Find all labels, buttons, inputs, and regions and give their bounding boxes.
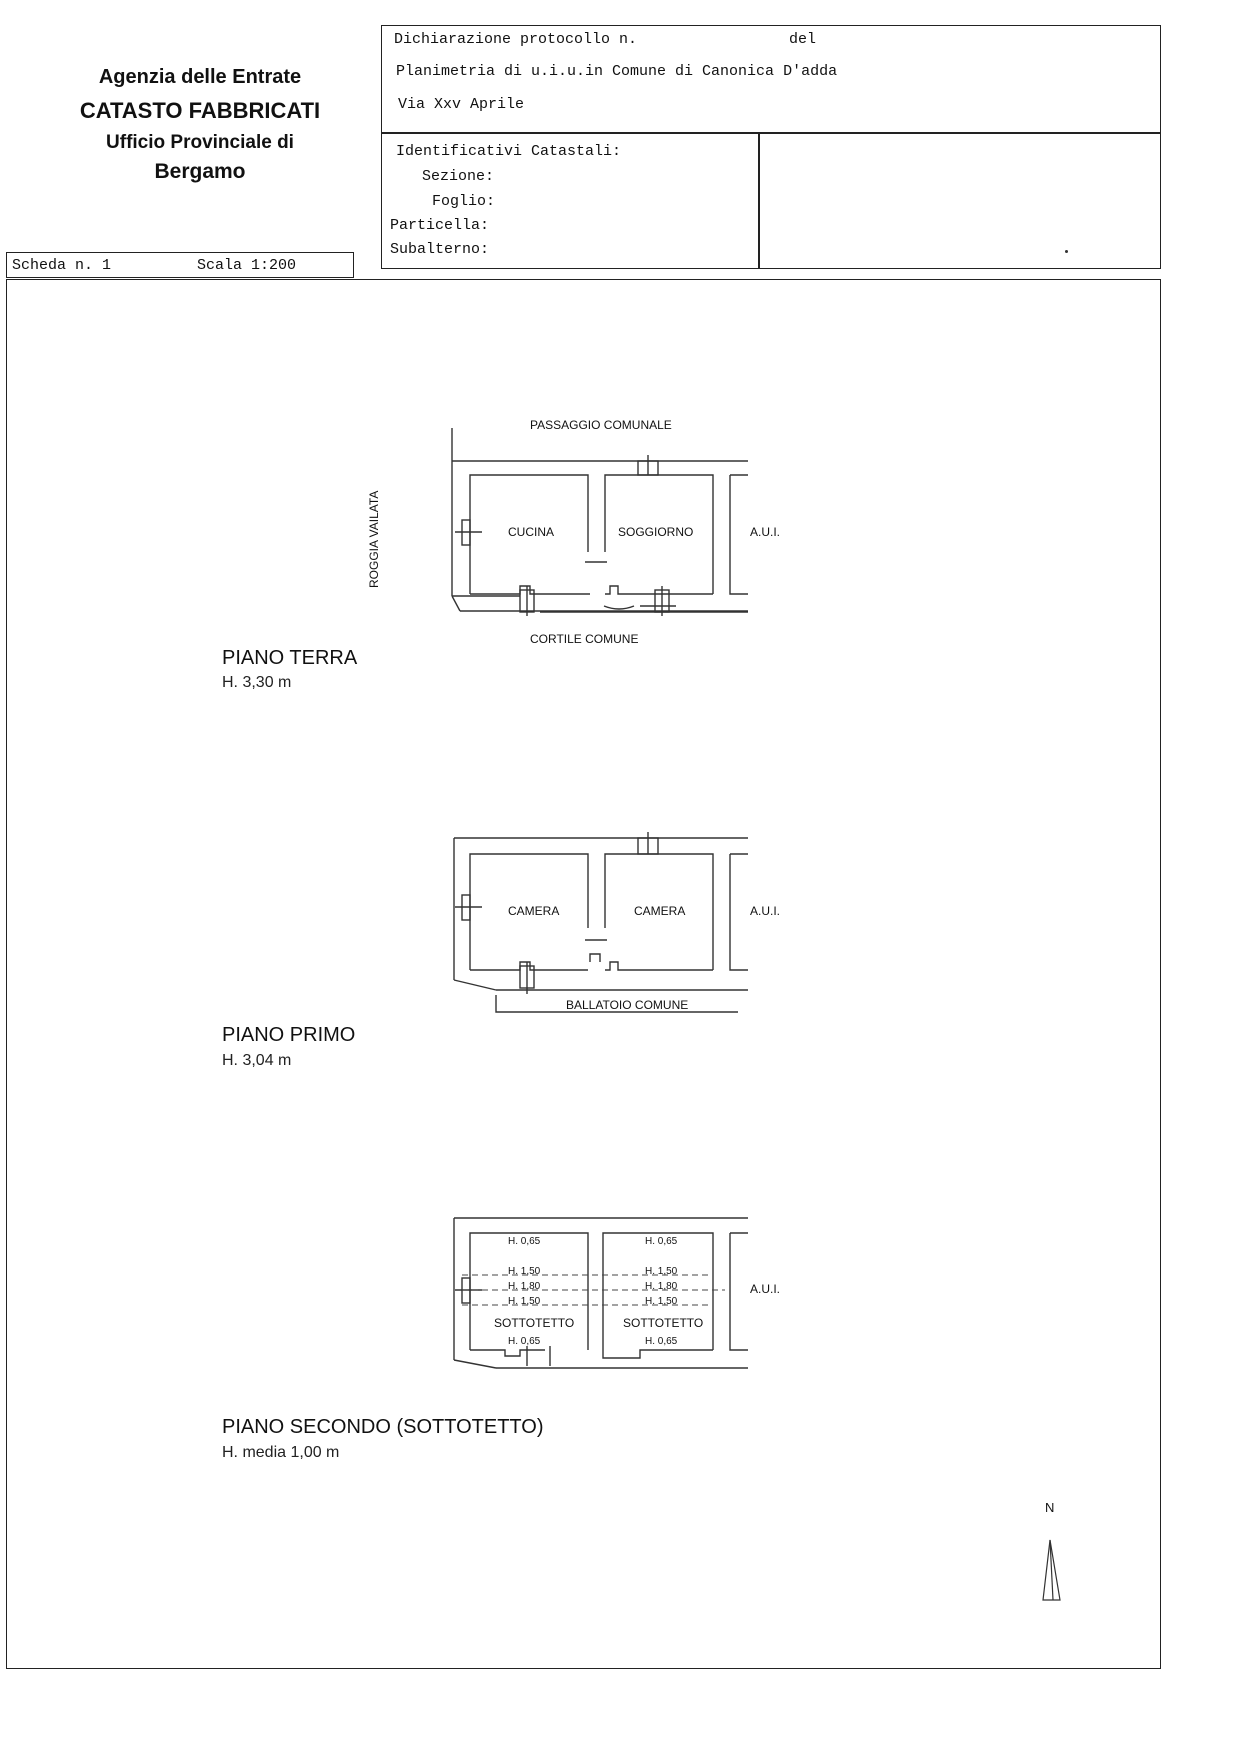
first-bottom-label: BALLATOIO COMUNE	[566, 998, 689, 1012]
second-room-sottotetto-right: SOTTOTETTO	[623, 1316, 704, 1330]
ground-room-soggiorno: SOGGIORNO	[618, 525, 694, 539]
north-label: N	[1045, 1500, 1055, 1515]
second-h-top-left: H. 0,65	[508, 1236, 541, 1247]
second-h180-left: H. 1,80	[508, 1281, 541, 1292]
first-room-camera-left: CAMERA	[508, 904, 560, 918]
second-room-sottotetto-left: SOTTOTETTO	[494, 1316, 575, 1330]
foglio-label: Foglio:	[432, 193, 496, 210]
planimetria-line: Planimetria di u.i.u.in Comune di Canonica D'adda	[396, 63, 838, 80]
sezione-label: Sezione:	[422, 168, 495, 185]
scheda-number: Scheda n. 1	[12, 257, 112, 274]
first-room-camera-right: CAMERA	[634, 904, 686, 918]
second-h150a-right: H. 1,50	[645, 1266, 678, 1277]
protocol-del: del	[789, 31, 817, 48]
first-floor-height: H. 3,04 m	[222, 1052, 292, 1069]
second-h150b-left: H. 1,50	[508, 1296, 541, 1307]
second-h-top-right: H. 0,65	[645, 1236, 678, 1247]
second-aui: A.U.I.	[750, 1282, 781, 1296]
second-floor-height: H. media 1,00 m	[222, 1444, 340, 1461]
subalterno-label: Subalterno:	[390, 241, 490, 258]
office-label: Ufficio Provinciale di	[106, 132, 294, 153]
first-floor-title: PIANO PRIMO	[222, 1024, 356, 1046]
identifiers-title: Identificativi Catastali:	[396, 143, 622, 160]
second-floor-title: PIANO SECONDO (SOTTOTETTO)	[222, 1416, 544, 1438]
north-arrow-icon	[1043, 1540, 1060, 1600]
second-h150b-right: H. 1,50	[645, 1296, 678, 1307]
office-city: Bergamo	[154, 160, 246, 183]
catasto-title: CATASTO FABBRICATI	[79, 98, 321, 123]
ground-room-cucina: CUCINA	[508, 525, 555, 539]
ground-aui: A.U.I.	[750, 525, 781, 539]
address-line: Via Xxv Aprile	[398, 96, 525, 113]
second-h150a-left: H. 1,50	[508, 1266, 541, 1277]
agency-name: Agenzia delle Entrate	[98, 66, 302, 88]
ground-floor-height: H. 3,30 m	[222, 674, 292, 691]
protocol-label: Dichiarazione protocollo n.	[394, 31, 638, 48]
second-h-bottom-left: H. 0,65	[508, 1336, 541, 1347]
ground-side-label: ROGGIA VAILATA	[367, 490, 381, 588]
second-h180-right: H. 1,80	[645, 1281, 678, 1292]
first-aui: A.U.I.	[750, 904, 781, 918]
ground-floor-title: PIANO TERRA	[222, 647, 358, 669]
ground-top-label: PASSAGGIO COMUNALE	[530, 418, 672, 432]
particella-label: Particella:	[390, 217, 490, 234]
second-h-bottom-right: H. 0,65	[645, 1336, 678, 1347]
ground-bottom-label: CORTILE COMUNE	[530, 632, 639, 646]
scheda-scale: Scala 1:200	[197, 257, 297, 274]
